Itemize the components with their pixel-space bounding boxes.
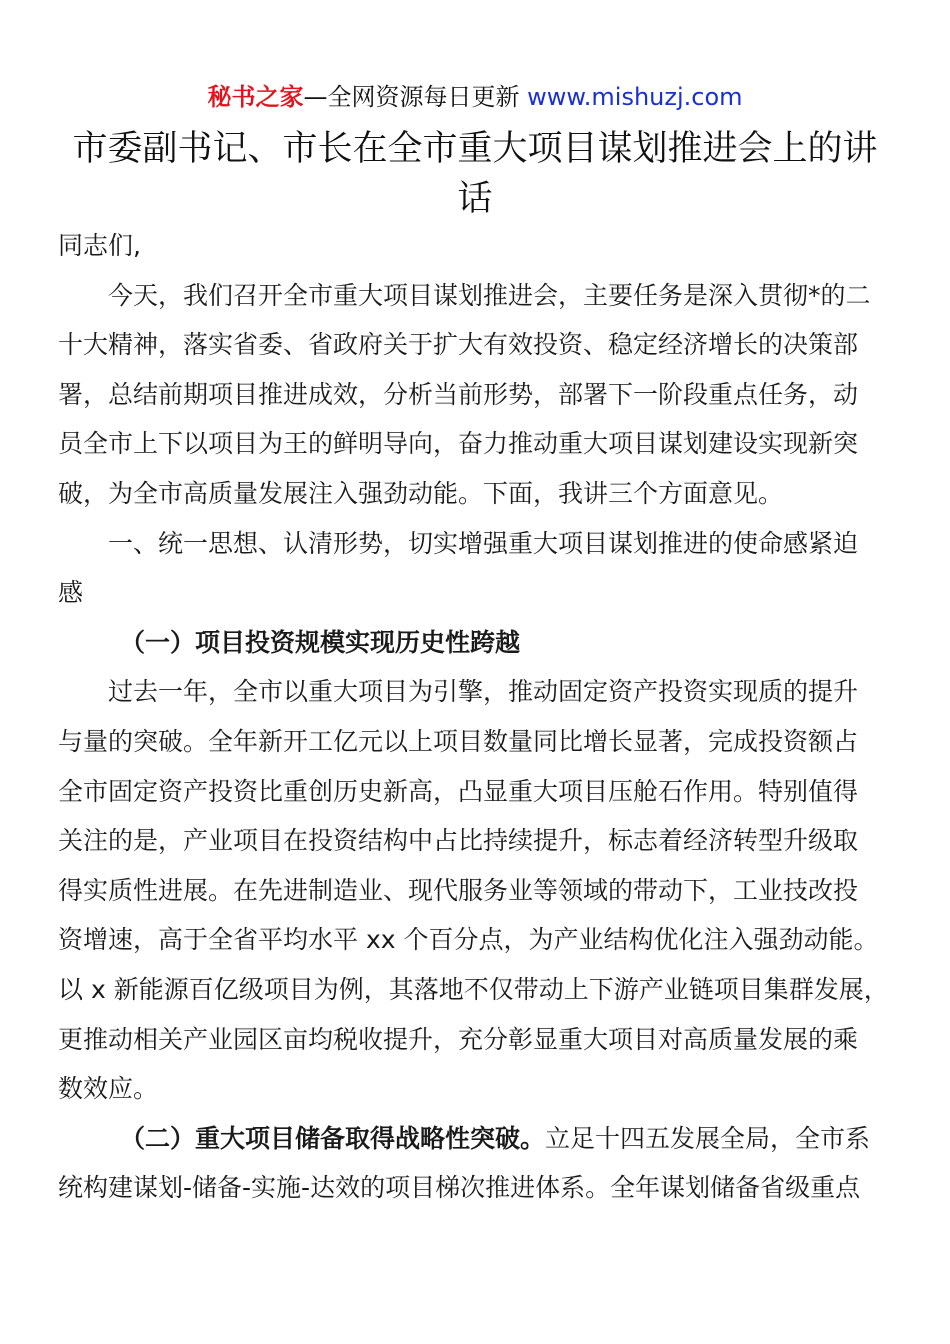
document-title bbox=[60, 124, 890, 224]
salutation: 同志们, bbox=[58, 231, 141, 260]
brand-name: 秘书之家 bbox=[207, 83, 304, 111]
paragraph-line: 全市固定资产投资比重创历史新高，凸显重大项目压舱石作用。特别值得 bbox=[58, 776, 859, 806]
paragraph-line: 破，为全市高质量发展注入强劲动能。下面，我讲三个方面意见。 bbox=[58, 478, 784, 508]
slogan: —全网资源每日更新 bbox=[303, 83, 520, 111]
subsection-heading: （二）重大项目储备取得战略性突破。 bbox=[120, 1123, 546, 1153]
paragraph-line: 资增速，高于全省平均水平 xx 个百分点，为产业结构优化注入强劲动能。 bbox=[58, 925, 879, 955]
subsection-heading: （一）项目投资规模实现历史性跨越 bbox=[120, 627, 521, 657]
section-heading-line: 一、统一思想、认清形势，切实增强重大项目谋划推进的使命感紧迫 bbox=[108, 528, 859, 558]
paragraph-line: 以 x 新能源百亿级项目为例，其落地不仅带动上下游产业链项目集群发展， bbox=[58, 974, 889, 1004]
paragraph-line: 更推动相关产业园区亩均税收提升，充分彰显重大项目对高质量发展的乘 bbox=[58, 1024, 859, 1054]
paragraph-line: 十大精神，落实省委、省政府关于扩大有效投资、稳定经济增长的决策部 bbox=[58, 330, 859, 360]
section-heading-line: 感 bbox=[58, 578, 84, 608]
paragraph-text: 立足十四五发展全局，全市系 bbox=[545, 1123, 871, 1153]
title-line: 市委副书记、市长在全市重大项目谋划推进会上的讲 bbox=[72, 129, 878, 169]
paragraph-line bbox=[58, 1114, 892, 1164]
site-header bbox=[0, 80, 950, 114]
paragraph-line: 过去一年，全市以重大项目为引擎，推动固定资产投资实现质的提升 bbox=[108, 677, 859, 707]
paragraph-line: 员全市上下以项目为王的鲜明导向，奋力推动重大项目谋划建设实现新突 bbox=[58, 429, 859, 459]
paragraph-line: 数效应。 bbox=[58, 1074, 159, 1104]
title-line: 话 bbox=[457, 179, 493, 219]
paragraph-line: 今天，我们召开全市重大项目谋划推进会，主要任务是深入贯彻*的二 bbox=[108, 280, 871, 310]
paragraph-line: 得实质性进展。在先进制造业、现代服务业等领域的带动下，工业技改投 bbox=[58, 875, 859, 905]
paragraph-line: 统构建谋划-储备-实施-达效的项目梯次推进体系。全年谋划储备省级重点 bbox=[58, 1173, 861, 1203]
paragraph-line: 与量的突破。全年新开工亿元以上项目数量同比增长显著，完成投资额占 bbox=[58, 726, 859, 756]
document-body bbox=[58, 221, 892, 1213]
paragraph-line: 关注的是，产业项目在投资结构中占比持续提升，标志着经济转型升级取 bbox=[58, 826, 859, 856]
paragraph-line: 署，总结前期项目推进成效，分析当前形势，部署下一阶段重点任务，动 bbox=[58, 379, 859, 409]
site-url[interactable]: www.mishuzj.com bbox=[527, 83, 743, 111]
